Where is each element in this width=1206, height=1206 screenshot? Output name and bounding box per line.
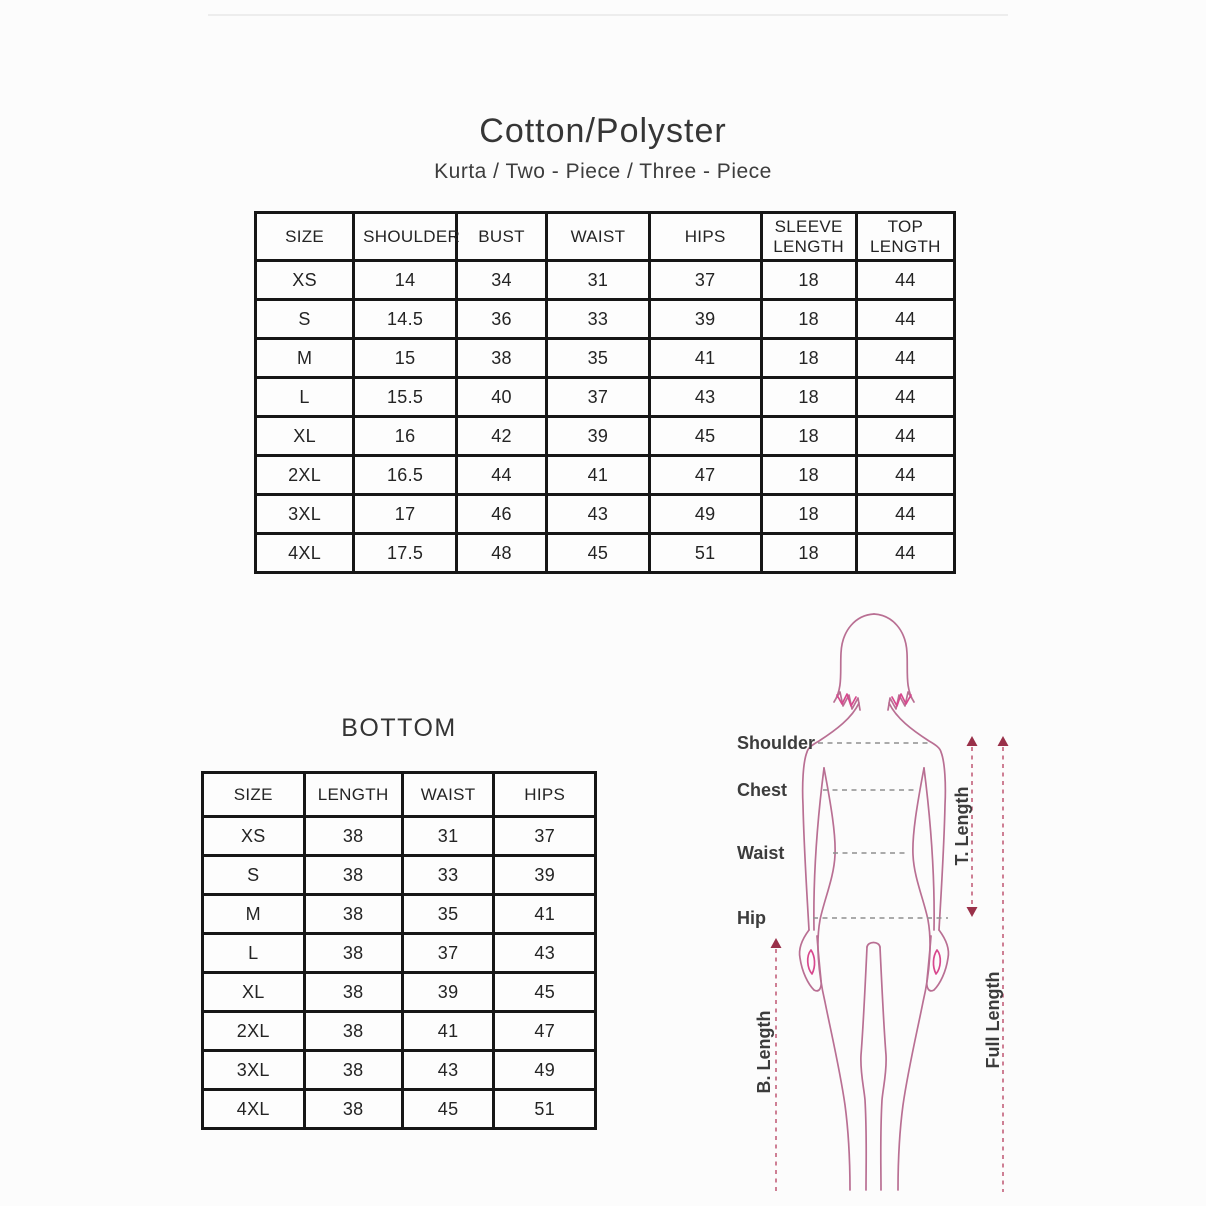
table-row bbox=[256, 534, 955, 573]
column-header: LENGTH bbox=[304, 773, 402, 817]
table-cell: 16.5 bbox=[354, 456, 457, 495]
table-cell: 34 bbox=[457, 261, 547, 300]
body-figure-svg bbox=[690, 600, 1090, 1206]
table-cell: 45 bbox=[494, 973, 596, 1012]
table-cell: 35 bbox=[402, 895, 494, 934]
table-cell: 44 bbox=[856, 261, 954, 300]
table-cell: 3XL bbox=[256, 495, 354, 534]
table-row bbox=[203, 817, 596, 856]
table-cell: 14.5 bbox=[354, 300, 457, 339]
full-length-arrow-up bbox=[998, 736, 1009, 746]
table-row bbox=[256, 339, 955, 378]
table-cell: M bbox=[256, 339, 354, 378]
header-row bbox=[256, 213, 955, 261]
table-cell: 2XL bbox=[203, 1012, 305, 1051]
table-cell: L bbox=[256, 378, 354, 417]
table-cell: 38 bbox=[304, 1051, 402, 1090]
column-header: BUST bbox=[457, 213, 547, 261]
table-cell: 18 bbox=[761, 417, 856, 456]
table-cell: 18 bbox=[761, 339, 856, 378]
table-cell: 44 bbox=[856, 495, 954, 534]
table-cell: 39 bbox=[494, 856, 596, 895]
bottom-size-table bbox=[201, 771, 597, 1130]
table-cell: 18 bbox=[761, 456, 856, 495]
table-cell: XL bbox=[203, 973, 305, 1012]
table-cell: 38 bbox=[304, 1090, 402, 1129]
body-outline bbox=[800, 614, 949, 1190]
table-row bbox=[256, 300, 955, 339]
table-cell: 46 bbox=[457, 495, 547, 534]
table-cell: 31 bbox=[546, 261, 649, 300]
table-row bbox=[256, 456, 955, 495]
torso-leg-left bbox=[818, 768, 850, 1190]
arm-inner-left bbox=[814, 768, 824, 930]
table-cell: S bbox=[256, 300, 354, 339]
table-cell: 38 bbox=[304, 895, 402, 934]
table-cell: 37 bbox=[494, 817, 596, 856]
table-cell: 17 bbox=[354, 495, 457, 534]
table-cell: 18 bbox=[761, 378, 856, 417]
table-row bbox=[256, 495, 955, 534]
table-cell: 39 bbox=[649, 300, 761, 339]
column-header: HIPS bbox=[649, 213, 761, 261]
inner-leg-left bbox=[861, 947, 867, 1190]
full-length-label: Full Length bbox=[983, 971, 1003, 1069]
hand-petal-right bbox=[933, 950, 940, 974]
table-row bbox=[203, 895, 596, 934]
table-cell: 37 bbox=[649, 261, 761, 300]
table-cell: 49 bbox=[494, 1051, 596, 1090]
table-cell: 45 bbox=[546, 534, 649, 573]
column-header: SIZE bbox=[203, 773, 305, 817]
table-cell: 44 bbox=[856, 300, 954, 339]
table-cell: 18 bbox=[761, 261, 856, 300]
table-cell: 51 bbox=[494, 1090, 596, 1129]
table-row bbox=[256, 417, 955, 456]
hair-left bbox=[834, 614, 874, 710]
t-length-arrow-up bbox=[967, 736, 978, 746]
table-cell: 43 bbox=[649, 378, 761, 417]
column-header: WAIST bbox=[546, 213, 649, 261]
header-row bbox=[203, 773, 596, 817]
crotch-arc bbox=[867, 943, 880, 948]
table-cell: XS bbox=[256, 261, 354, 300]
table-cell: XS bbox=[203, 817, 305, 856]
table-cell: 31 bbox=[402, 817, 494, 856]
table-row bbox=[203, 1051, 596, 1090]
t-length-arrow-down bbox=[967, 907, 978, 917]
table-cell: 41 bbox=[402, 1012, 494, 1051]
table-cell: 17.5 bbox=[354, 534, 457, 573]
table-cell: 49 bbox=[649, 495, 761, 534]
table-row bbox=[203, 1090, 596, 1129]
table-cell: 37 bbox=[546, 378, 649, 417]
b-length-label: B. Length bbox=[754, 1010, 774, 1094]
neck-shoulder-arm-right bbox=[889, 703, 945, 930]
table-cell: 15 bbox=[354, 339, 457, 378]
table-cell: 15.5 bbox=[354, 378, 457, 417]
page-subtitle: Kurta / Two - Piece / Three - Piece bbox=[434, 160, 772, 183]
table-cell: 44 bbox=[856, 339, 954, 378]
table-cell: 39 bbox=[546, 417, 649, 456]
table-cell: 42 bbox=[457, 417, 547, 456]
table-row bbox=[203, 934, 596, 973]
table-cell: 16 bbox=[354, 417, 457, 456]
table-cell: 47 bbox=[649, 456, 761, 495]
table-cell: M bbox=[203, 895, 305, 934]
table-cell: 2XL bbox=[256, 456, 354, 495]
table-cell: 38 bbox=[457, 339, 547, 378]
table-cell: 38 bbox=[304, 973, 402, 1012]
table-cell: 45 bbox=[402, 1090, 494, 1129]
table-cell: 18 bbox=[761, 534, 856, 573]
table-cell: XL bbox=[256, 417, 354, 456]
table-cell: 38 bbox=[304, 934, 402, 973]
inner-leg-right bbox=[880, 947, 886, 1190]
table-cell: 36 bbox=[457, 300, 547, 339]
table-cell: 35 bbox=[546, 339, 649, 378]
table-cell: 18 bbox=[761, 300, 856, 339]
table-cell: 43 bbox=[546, 495, 649, 534]
table-cell: 44 bbox=[856, 534, 954, 573]
table-cell: 41 bbox=[649, 339, 761, 378]
table-row bbox=[203, 973, 596, 1012]
kurta-size-table bbox=[254, 211, 956, 574]
column-header: SHOULDER bbox=[354, 213, 457, 261]
table-cell: 38 bbox=[304, 856, 402, 895]
table-cell: 14 bbox=[354, 261, 457, 300]
table-cell: 44 bbox=[457, 456, 547, 495]
table-cell: 3XL bbox=[203, 1051, 305, 1090]
bottom-section-title: BOTTOM bbox=[341, 714, 457, 742]
table-cell: 33 bbox=[402, 856, 494, 895]
hair-right bbox=[874, 614, 914, 710]
table-cell: 44 bbox=[856, 378, 954, 417]
table-cell: S bbox=[203, 856, 305, 895]
table-cell: 18 bbox=[761, 495, 856, 534]
torso-leg-right bbox=[898, 768, 930, 1190]
page-title: Cotton/Polyster bbox=[479, 112, 727, 150]
body-measurement-diagram bbox=[690, 600, 1090, 1206]
table-row bbox=[256, 261, 955, 300]
table-cell: 4XL bbox=[256, 534, 354, 573]
table-cell: 43 bbox=[494, 934, 596, 973]
hand-petal-left bbox=[808, 950, 815, 974]
table-cell: 39 bbox=[402, 973, 494, 1012]
table-cell: 40 bbox=[457, 378, 547, 417]
table-cell: 41 bbox=[546, 456, 649, 495]
table-row bbox=[203, 856, 596, 895]
waist-label: Waist bbox=[737, 843, 785, 863]
arm-inner-right bbox=[924, 768, 934, 930]
table-cell: 4XL bbox=[203, 1090, 305, 1129]
table-row bbox=[203, 1012, 596, 1051]
column-header: TOP LENGTH bbox=[856, 213, 954, 261]
table-cell: 38 bbox=[304, 1012, 402, 1051]
column-header: SLEEVE LENGTH bbox=[761, 213, 856, 261]
chest-label: Chest bbox=[737, 780, 788, 800]
table-cell: 37 bbox=[402, 934, 494, 973]
column-header: HIPS bbox=[494, 773, 596, 817]
b-length-arrow-up bbox=[771, 938, 782, 948]
top-divider-line bbox=[208, 14, 1008, 16]
table-cell: 33 bbox=[546, 300, 649, 339]
column-header: WAIST bbox=[402, 773, 494, 817]
table-cell: 43 bbox=[402, 1051, 494, 1090]
shoulder-label: Shoulder bbox=[737, 733, 816, 753]
column-header: SIZE bbox=[256, 213, 354, 261]
t-length-label: T. Length bbox=[952, 786, 972, 866]
table-cell: 45 bbox=[649, 417, 761, 456]
table-cell: 44 bbox=[856, 456, 954, 495]
table-cell: 48 bbox=[457, 534, 547, 573]
table-cell: L bbox=[203, 934, 305, 973]
hip-label: Hip bbox=[737, 908, 766, 928]
table-cell: 44 bbox=[856, 417, 954, 456]
table-cell: 47 bbox=[494, 1012, 596, 1051]
table-cell: 38 bbox=[304, 817, 402, 856]
table-cell: 41 bbox=[494, 895, 596, 934]
table-cell: 51 bbox=[649, 534, 761, 573]
table-row bbox=[256, 378, 955, 417]
